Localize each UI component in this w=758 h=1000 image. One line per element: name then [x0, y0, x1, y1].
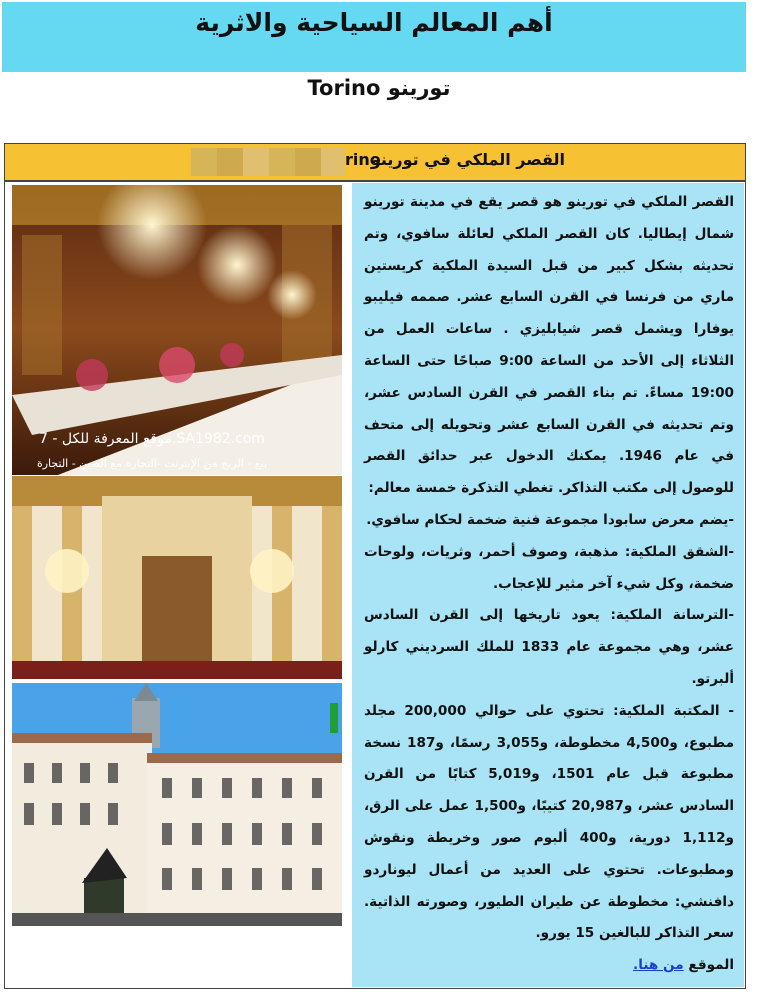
- location-link[interactable]: من هنا.: [633, 957, 684, 974]
- list-item: -الشقق الملكية: مذهبة، وصوف أحمر، وثريات، ولوحات ضخمة، وكل شيء آخر مثير للإعجاب.: [364, 543, 734, 592]
- gilded-hall-photo: [12, 476, 342, 679]
- palace-facade-photo: [12, 683, 342, 926]
- section-title-latin: rino: [345, 150, 381, 169]
- location-line: [364, 950, 734, 982]
- image-watermark-2: بيع - الربح من الإنترنت -التجارة مع الصين - التجارة: [36, 457, 268, 470]
- section-title: القصر الملكي في تورينو: [370, 150, 565, 169]
- article-text: [352, 183, 744, 987]
- page-title: أهم المعالم السياحية والاثرية: [195, 8, 553, 37]
- title-banner: [2, 2, 746, 72]
- paragraph-main: القصر الملكي في تورينو هو قصر يقع في مدينة تورينو شمال إيطاليا. كان القصر الملكي لعائلة سافوي، وتم تحديثه بشكل كبير من قبل السيدة الملكية كريستين ماري من فرنسا في القرن السابع عشر. صممه فيليبو يوفارا ويشمل قصر شيابليزي . ساعات العمل من الثلاثاء إلى الأحد من الساعة 9:00 صباحًا حتى الساعة 19:00 مساءً. تم بناء القصر في القرن السادس عشر، وتم تحديثه في القرن السابع عشر وتحويله إلى متحف في عام 1946. يمكنك الدخول عبر حدائق القصر للوصول إلى مكتب التذاكر. تغطي التذكرة خمسة معالم:: [364, 194, 735, 497]
- dining-hall-photo: [12, 185, 342, 475]
- location-label: الموقع: [688, 957, 734, 974]
- list-item: - المكتبة الملكية: تحتوي على حوالي 200,000 مجلد مطبوع، و4,500 مخطوطة، و3,055 رسمًا، و187 نسخة مطبوعة قبل عام 1501، و5,019 كتابًا من القرن السادس عشر، و20,987 كتيبًا، و1,500 عمل على الرق، و1,112 دورية، و400 ألبوم صور وخريطة ونقوش ومطبوعات. تحتوي على العديد من أعمال ليوناردو دافنشي: مخطوطة عن طيران الطيور، وصورته الذاتية. سعر التذاكر للبالغين 15 يورو.: [364, 702, 734, 942]
- redacted-block: [191, 148, 345, 176]
- image-watermark-1: موقع المعرفة للكل - 7.SA1982.com: [39, 431, 265, 447]
- list-item: -يضم معرض سابودا مجموعة فنية ضخمة لحكام سافوي.: [366, 511, 734, 528]
- section-header: [4, 143, 746, 181]
- city-subtitle: تورينو Torino: [307, 76, 451, 100]
- list-item: -الترسانة الملكية: يعود تاريخها إلى القرن السادس عشر، وهي مجموعة عام 1833 للملك السرديني كارلو ألبرتو.: [364, 607, 734, 687]
